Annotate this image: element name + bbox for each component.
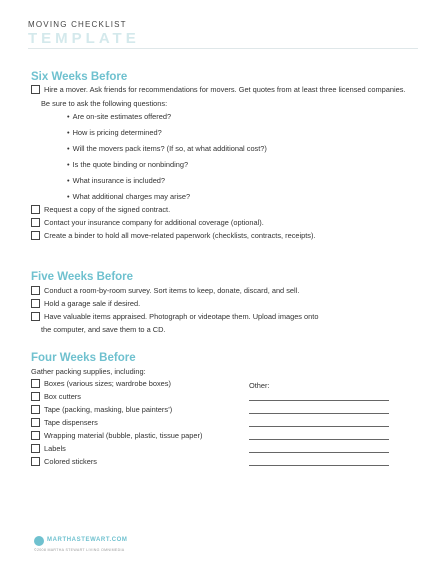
section-title-six-weeks: Six Weeks Before	[31, 71, 128, 83]
item-text: Hold a garage sale if desired.	[44, 299, 141, 308]
brand-name: MARTHASTEWART.COM	[47, 537, 128, 543]
checkbox[interactable]	[31, 457, 40, 466]
checklist-item[interactable]	[31, 218, 264, 227]
item-text: Box cutters	[44, 392, 81, 401]
checklist-item[interactable]	[31, 444, 66, 453]
item-text: Labels	[44, 444, 66, 453]
checklist-item[interactable]	[31, 299, 140, 308]
checkbox[interactable]	[31, 299, 40, 308]
item-text: Hire a mover. Ask friends for recommendations for movers. Get quotes from at least three licensed companies.	[44, 85, 406, 94]
bullet-icon: •	[67, 176, 70, 185]
write-in-line[interactable]	[249, 465, 389, 466]
question-item: • Will the movers pack items? (If so, at what additional cost?)	[67, 144, 267, 153]
write-in-line[interactable]	[249, 439, 389, 440]
bullet-icon: •	[67, 192, 70, 201]
checklist-item[interactable]	[31, 205, 170, 214]
supplies-note: Gather packing supplies, including:	[31, 367, 146, 376]
item-text: Wrapping material (bubble, plastic, tissue paper)	[44, 431, 203, 440]
checklist-item[interactable]	[31, 392, 81, 401]
item-text: Request a copy of the signed contract.	[44, 205, 171, 214]
write-in-line[interactable]	[249, 452, 389, 453]
question-item: • What insurance is included?	[67, 176, 166, 185]
checkbox[interactable]	[31, 418, 40, 427]
checklist-item[interactable]	[31, 405, 172, 414]
checkbox[interactable]	[31, 405, 40, 414]
question-item: • How is pricing determined?	[67, 128, 162, 137]
bullet-icon: •	[67, 112, 70, 121]
document-title: MOVING CHECKLIST	[28, 20, 127, 29]
write-in-line[interactable]	[249, 413, 389, 414]
checklist-item[interactable]	[31, 231, 316, 240]
item-text: Tape dispensers	[44, 418, 98, 427]
header-divider	[28, 48, 418, 49]
item-text: Colored stickers	[44, 457, 97, 466]
section-title-five-weeks: Five Weeks Before	[31, 271, 134, 283]
checkbox[interactable]	[31, 286, 40, 295]
item-text: Have valuable items appraised. Photograph or videotape them. Upload images onto	[44, 312, 319, 321]
checklist-item[interactable]	[31, 379, 171, 388]
checkbox[interactable]	[31, 231, 40, 240]
checklist-item[interactable]	[31, 286, 299, 295]
other-label: Other:	[249, 381, 270, 390]
write-in-line[interactable]	[249, 426, 389, 427]
item-text: Contact your insurance company for additional coverage (optional).	[44, 218, 264, 227]
brand-logo-icon	[34, 536, 44, 546]
question-item: • Is the quote binding or nonbinding?	[67, 160, 189, 169]
checklist-item[interactable]	[31, 457, 97, 466]
item-text: Tape (packing, masking, blue painters’)	[44, 405, 173, 414]
item-text: Conduct a room-by-room survey. Sort items to keep, donate, discard, and sell.	[44, 286, 300, 295]
item-text: Boxes (various sizes; wardrobe boxes)	[44, 379, 171, 388]
questions-note: Be sure to ask the following questions:	[41, 99, 168, 108]
checkbox[interactable]	[31, 444, 40, 453]
write-in-line[interactable]	[249, 400, 389, 401]
bullet-icon: •	[67, 144, 70, 153]
checklist-item[interactable]	[31, 431, 202, 440]
checkbox[interactable]	[31, 205, 40, 214]
bullet-icon: •	[67, 160, 70, 169]
item-text: Create a binder to hold all move-related paperwork (checklists, contracts, receipts).	[44, 231, 316, 240]
checklist-item[interactable]	[31, 418, 98, 427]
question-item: • Are on-site estimates offered?	[67, 112, 172, 121]
question-item: • What additional charges may arise?	[67, 192, 191, 201]
bullet-icon: •	[67, 128, 70, 137]
checklist-item[interactable]	[31, 312, 318, 321]
checkbox[interactable]	[31, 379, 40, 388]
checkbox[interactable]	[31, 218, 40, 227]
checkbox[interactable]	[31, 312, 40, 321]
checklist-item[interactable]	[31, 85, 405, 94]
section-title-four-weeks: Four Weeks Before	[31, 352, 136, 364]
checkbox[interactable]	[31, 85, 40, 94]
copyright-text: ©2008 MARTHA STEWART LIVING OMNIMEDIA	[34, 548, 125, 552]
document-subtitle: TEMPLATE	[28, 30, 140, 47]
checkbox[interactable]	[31, 392, 40, 401]
checkbox[interactable]	[31, 431, 40, 440]
item-continuation: the computer, and save them to a CD.	[41, 325, 166, 334]
